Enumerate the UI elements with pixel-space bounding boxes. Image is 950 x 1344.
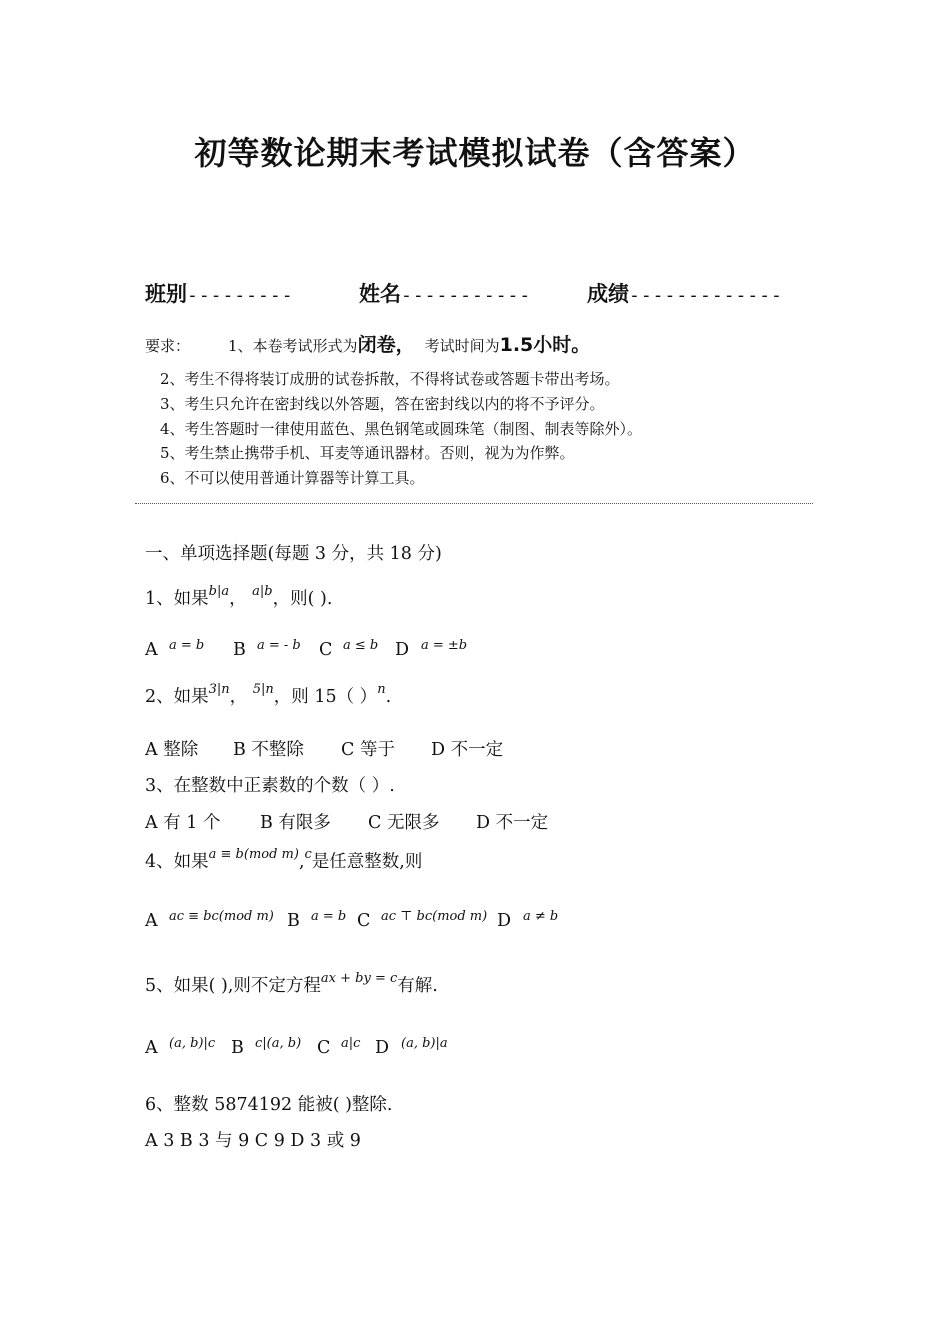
name-label: 姓名 [359,281,401,306]
q3-option-a: A 有 1 个 [145,813,221,833]
rule-item: 2、考生不得将装订成册的试卷拆散，不得将试卷或答题卡带出考场。 [160,370,620,388]
requirement-line-1 [145,330,590,357]
question-5 [145,972,438,997]
rule-item: 5、考生禁止携带手机、耳麦等通讯器材。否则，视为为作弊。 [160,444,575,463]
section-1-header: 一、单项选择题(每题 3 分，共 18 分) [145,544,442,564]
question-3-options [145,809,548,834]
q5-prefix: 5、如果( ),则不定方程 [145,976,321,996]
q4-suffix: 是任意整数,则 [311,852,423,872]
q2-math-3: n [377,682,386,697]
question-6-options: A 3 B 3 与 9 C 9 D 3 或 9 [145,1131,361,1151]
q4-option-c-label: C [357,911,371,931]
q5-option-a-label: A [145,1038,158,1058]
student-info-row [145,278,805,308]
q1-option-c: a ≤ b [343,638,379,653]
requirements-prefix: 要求： [145,337,191,355]
rule-1-text: 1、本卷考试形式为 [228,337,358,355]
rule-1-time-label: 考试时间为 [424,337,500,355]
score-blank: ------------- [629,285,783,306]
q1-math-1: b|a [208,584,230,599]
q2-math-2: 5|n [252,682,274,697]
q5-option-c-label: C [317,1038,331,1058]
q4-option-c: ac ⊤ bc(mod m) [381,909,488,924]
question-5-options [145,1038,448,1058]
q1-option-d: a = ±b [421,638,468,653]
rule-1-closed-book: 闭卷， [357,334,415,356]
question-4-options [145,911,558,931]
q1-option-b: a = - b [257,638,301,653]
q1-option-c-label: C [319,640,333,660]
question-2-options [145,736,503,761]
q4-option-b-label: B [287,911,300,931]
q3-option-d: D 不一定 [476,813,549,833]
q2-suffix: ，则 15（ ） [273,687,378,707]
q2-separator: ， [229,687,248,707]
q4-prefix: 4、如果 [145,852,209,872]
q5-option-c: a|c [341,1036,361,1051]
score-label: 成绩 [587,281,629,306]
q1-option-a-label: A [145,640,158,660]
class-blank: --------- [187,285,294,306]
q2-option-b: B 不整除 [233,740,304,760]
class-field [145,278,294,308]
q2-prefix: 2、如果 [145,687,209,707]
q4-option-d: a ≠ b [523,909,559,924]
q4-math-1: a ≡ b(mod m) [208,847,299,862]
rule-1-duration: 1.5小时。 [499,334,591,356]
q5-option-d-label: D [375,1038,390,1058]
question-3: 3、在整数中正素数的个数（ ）. [145,776,395,796]
name-blank: ----------- [401,285,532,306]
requirement-rules [160,367,642,491]
q5-suffix: 有解. [397,976,438,996]
q5-option-a: (a, b)|c [169,1036,216,1051]
q5-math-1: ax + by = c [320,971,398,986]
q4-option-a-label: A [145,911,158,931]
q1-suffix: ，则( ). [272,589,333,609]
q4-option-d-label: D [497,911,512,931]
name-field [359,278,531,308]
q2-math-1: 3|n [208,682,230,697]
rule-item: 3、考生只允许在密封线以外答题，答在密封线以内的将不予评分。 [160,394,605,413]
question-6: 6、整数 5874192 能被( )整除. [145,1095,393,1115]
rule-item: 6、不可以使用普通计算器等计算工具。 [160,469,425,488]
q5-option-b-label: B [231,1038,244,1058]
q1-math-2: a|b [252,584,273,599]
section-divider [135,503,813,504]
q1-separator: ， [229,589,247,609]
class-label: 班别 [145,281,187,306]
q4-comma: , [298,852,305,872]
q2-option-c: C 等于 [341,740,395,760]
question-1-options [145,640,467,660]
q1-prefix: 1、如果 [145,589,209,609]
question-4 [145,848,422,873]
rule-item: 4、考生答题时一律使用蓝色、黑色钢笔或圆珠笔（制图、制表等除外）。 [160,419,643,438]
q5-option-b: c|(a, b) [255,1036,302,1051]
q1-option-a: a = b [169,638,205,653]
question-1 [145,585,332,610]
q4-option-a: ac ≡ bc(mod m) [169,909,274,924]
q3-option-b: B 有限多 [260,813,331,833]
question-2 [145,683,391,708]
q2-option-d: D 不一定 [431,740,504,760]
q2-option-a: A 整除 [145,740,199,760]
q4-math-2: c [304,847,312,862]
score-field [587,278,783,308]
page-title: 初等数论期末考试模拟试卷（含答案） [194,134,756,172]
q2-end: . [385,687,392,707]
q3-option-c: C 无限多 [368,813,440,833]
q4-option-b: a = b [311,909,347,924]
q1-option-b-label: B [233,640,246,660]
q1-option-d-label: D [395,640,410,660]
q5-option-d: (a, b)|a [401,1036,448,1051]
